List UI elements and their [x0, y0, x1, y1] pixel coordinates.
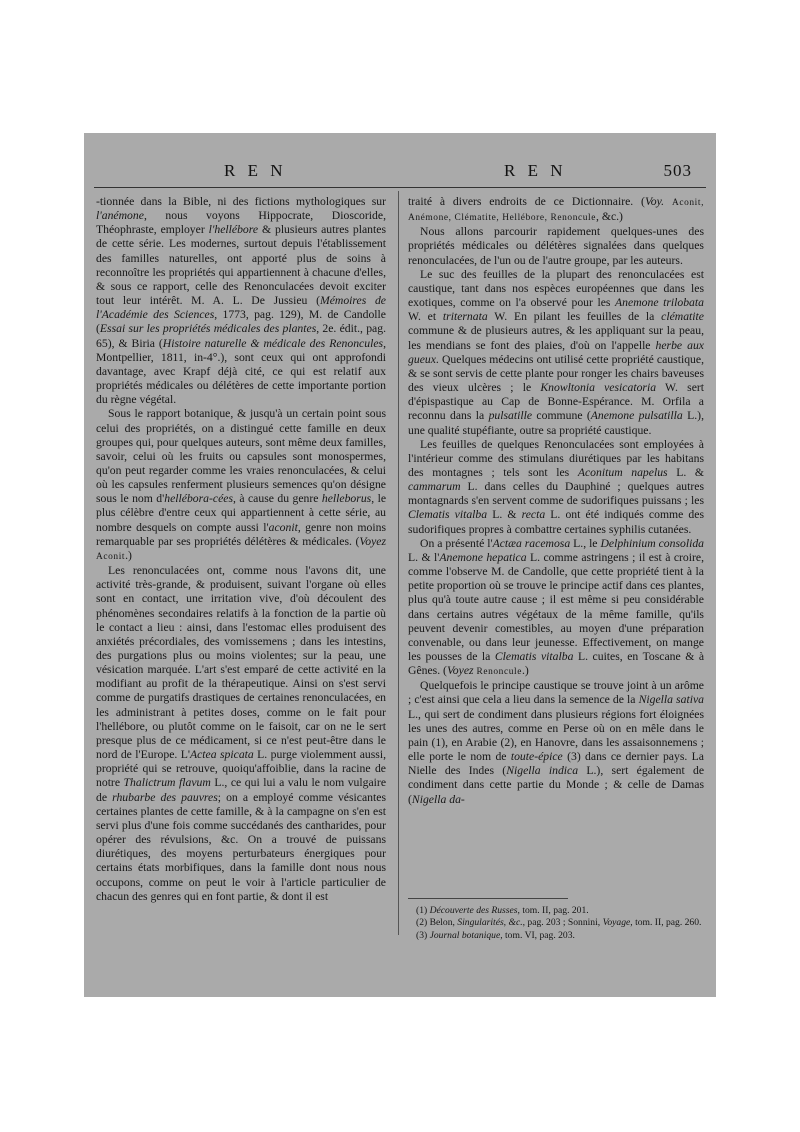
paragraph: Quelquefois le principe caustique se trouve joint à un arôme ; c'est ainsi que cela a lieu dans la semence de la Nigella sativa L., qui sert de condiment dans plusieurs régions fort éloignées les unes des autres, comme en Perse où on en mêle dans le pain (1), en Arabie (2), en Hanovre, dans les assaisonnemens ; elle porte le nom de toute-épice (3) dans ce dernier pays. La Nielle des Indes (Nigella indica L.), sert également de condiment dans cette partie du Monde ; & celle de Damas (Nigella da-	[408, 679, 705, 806]
footnotes	[408, 905, 704, 942]
footnote: (3) Journal botanique, tom. VI, pag. 203.	[416, 929, 575, 941]
column-divider	[398, 191, 399, 935]
footnote: (1) Découverte des Russes, tom. II, pag. 201.	[416, 905, 589, 916]
paragraph: On a présenté l'Actæa racemosa L., le Delphinium consolida L. & l'Anemone hepatica L. comme astringens ; il est à croire, comme l'observe M. de Candolle, que cette propriété tient à la petite proportion où se trouve le principe actif dans ces plantes, plus qu'à toute autre cause ; il est même si peu considérable dans certains autres végétaux de la même famille, qu'ils peuvent devenir comestibles, au moyen d'une préparation convenable, ou dans leur jeunesse. Effectivement, on mange les pousses de la Clematis vitalba L. cuites, en Toscane & à Gênes. (Voyez Renoncule.)	[408, 536, 705, 678]
page-number: 503	[663, 161, 692, 180]
paragraph: Nous allons parcourir rapidement quelques-unes des propriétés médicales ou délétères signalées dans quelques renonculacées, de l'un ou de l'autre groupe, par les auteurs.	[408, 225, 704, 267]
left-column	[96, 195, 386, 904]
header-rule	[94, 187, 706, 188]
running-head-right: R E N	[504, 161, 567, 180]
scanned-page	[84, 133, 716, 997]
footnote: (2) Belon, Singularités, &c., pag. 203 ; Sonnini, Voyage, tom. II, pag. 260.	[416, 917, 702, 929]
right-column	[408, 195, 704, 807]
footnote-rule	[408, 898, 568, 899]
paragraph: Sous le rapport botanique, & jusqu'à un certain point sous celui des propriétés, on a distingué cette famille en deux groupes qui, pour quelques auteurs, sont même deux familles, savoir, celui où les fruits ou capsules sont monospermes, qu'on peut regarder comme les vraies renonculacées, & celui où les capsules renferment plusieurs semences qu'on désigne sous le nom d'hellébora-cées, à cause du genre helleborus, le plus célèbre d'entre ceux qui appartiennent à cette série, au nombre desquels on compte aussi l'aconit, genre non moins remarquable par ses propriétés délétères & médicales. (Voyez Aconit.)	[96, 407, 387, 562]
paragraph: Les feuilles de quelques Renonculacées sont employées à l'intérieur comme des stimulans diurétiques par les habitans des montagnes ; tels sont les Aconitum napelus L. & cammarum L. dans celles du Dauphiné ; quelques autres montagnards s'en servent comme de sudorifiques puissans ; les Clematis vitalba L. & recta L. ont été indiqués comme des sudorifiques propres à combattre certaines syphilis cutanées.	[408, 437, 704, 536]
running-head-left: R E N	[224, 161, 287, 180]
paragraph: traité à divers endroits de ce Dictionnaire. (Voy. Aconit, Anémone, Clématite, Hellébore, Renoncule, &c.)	[408, 195, 705, 224]
paragraph: Le suc des feuilles de la plupart des renonculacées est caustique, tant dans nos espèces européennes que dans les exotiques, comme on l'a observé pour les Anemone trilobata W. et triternata W. En pilant les feuilles de la clématite commune & de plusieurs autres, & les appliquant sur la peau, les mendians se font des plaies, d'où on l'appelle herbe aux gueux. Quelques médecins ont utilisé cette propriété caustique, & se sont servis de cette plante pour ronger les chairs baveuses des vieux ulcères ; le Knowltonia vesicatoria W. sert d'épispastique au Cap de Bonne-Espérance. M. Orfila a reconnu dans la pulsatille commune (Anemone pulsatilla L.), une qualité stupéfiante, outre sa propriété caustique.	[408, 267, 705, 437]
paragraph: Les renonculacées ont, comme nous l'avons dit, une activité très-grande, & produisent, suivant l'organe où elles sont en contact, une irritation vive, d'où découlent des phénomènes secondaires relatifs à la fonction de la partie où le contact a lieu : ainsi, dans l'estomac elles produisent des anxiétés précordiales, des vomissemens ; dans les intestins, des purgations plus ou moins violentes; sur la peau, une vésication marquée. L'art s'est emparé de cette activité en la modifiant au profit de la thérapeutique. Ainsi on s'est servi comme de purgatifs drastiques de certaines renonculacées, en les administrant à petites doses, comme on le fait pour l'hellébore, ou plutôt comme on le faisoit, car on ne le sert presque plus de ce médicament, si ce n'est peut-être dans le nord de l'Europe. L'Actea spicata L. purge violemment aussi, propriété qui se retrouve, quoiqu'affoiblie, dans la racine de notre Thalictrum flavum L., ce qui lui a valu le nom vulgaire de rhubarbe des pauvres; on a employé comme vésicantes certaines plantes de cette famille, & à la campagne on s'en est servi plus d'une fois comme succédanés des cantharides, pour opérer des révulsions, &c. On a trouvé de puissans diurétiques, des moyens perturbateurs énergiques pour certains états morbifiques, dans la famille dont nous nous occupons, comme on peut le voir à l'article particulier de chacun des genres qui en font partie, & dont il est	[96, 564, 387, 903]
paragraph: -tionnée dans la Bible, ni des fictions mythologiques sur l'anémone, nous voyons Hippocrate, Dioscoride, Théophraste, employer l'hellébore & plusieurs autres plantes de cette série. Les modernes, surtout depuis l'établissement des familles naturelles, ont apporté plus de soins à reconnoître les propriétés qui appartiennent à chacune d'elles, & sous ce rapport, celle des Renonculacées devoit exciter tout leur intérêt. M. A. L. De Jussieu (Mémoires de l'Académie des Sciences, 1773, pag. 129), M. de Candolle (Essai sur les propriétés médicales des plantes, 2e. édit., pag. 65), & Biria (Histoire naturelle & médicale des Renoncules, Montpellier, 1811, in-4°.), sont ceux qui ont approfondi davantage, avec Krapf déjà cité, ce qui est relatif aux propriétés médicales ou délétères de cette importante portion du règne végétal.	[96, 195, 386, 407]
